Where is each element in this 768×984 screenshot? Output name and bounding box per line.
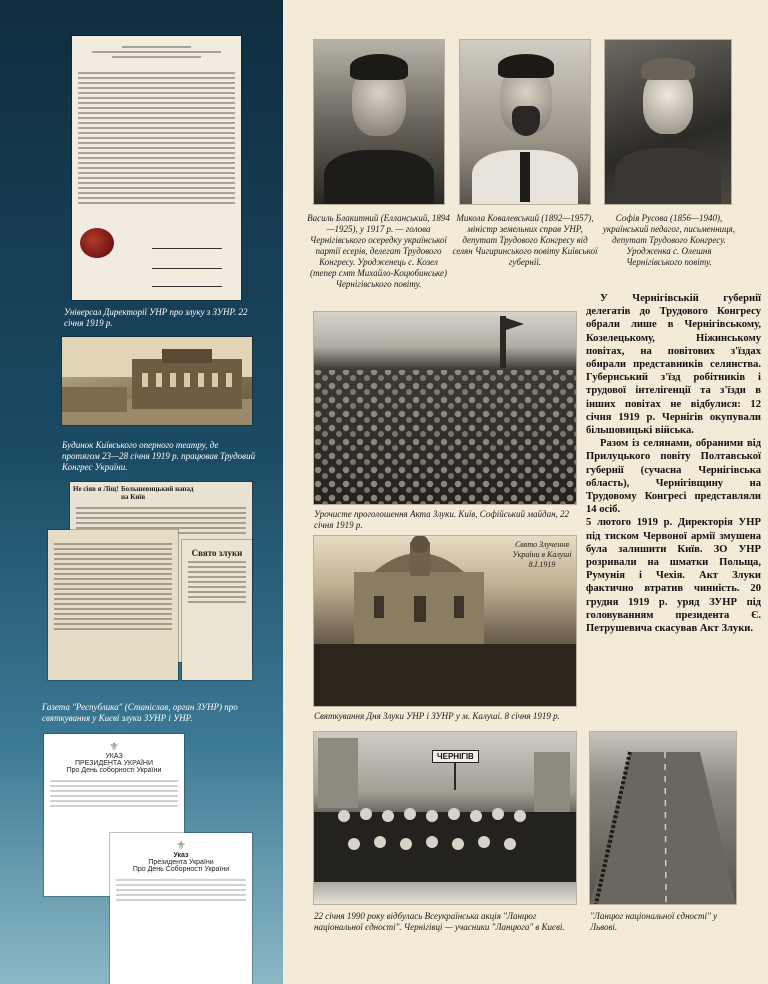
proclamation-caption: Урочисте проголошення Акта Злуки. Київ, Софійський майдан, 22 січня 1919 р. xyxy=(314,509,570,530)
lviv-chain-photo xyxy=(590,732,736,904)
body-paragraph-2: Разом із селянами, обраними від Прилуцького повіту Полтавської губернії (сучасна Чернігівська область), Чернігівщину на Трудовому Конгресі представляли 14 осіб. xyxy=(586,438,761,516)
caption-kovalevskyi: Микола Ковалевський (1892—1957), міністр земельних справ УНР, депутат Трудового Конгресу від селян Чигиринського повіту Київської губернії. xyxy=(452,213,598,267)
signature-line xyxy=(152,248,222,249)
road-drawing xyxy=(590,732,736,904)
trident-icon: ⚜ xyxy=(109,741,119,753)
decree-2-title3: Про День Соборності України xyxy=(132,866,230,873)
newspaper-caption: Газета "Республика" (Станіслав, орган ЗУНР) про святкування у Києві злуки ЗУНР і УНР. xyxy=(42,702,238,723)
kalush-inscription: Свято Злучення України в Калуші 8.І.1919 xyxy=(512,540,572,569)
decree-1-title3: Про День соборності України xyxy=(66,767,162,774)
decree-2-title1: Указ xyxy=(173,852,189,859)
decree-2-title2: Президента України xyxy=(148,859,214,866)
kalush-celebration-photo xyxy=(314,536,576,706)
universal-document-image xyxy=(72,36,241,300)
lviv-caption: "Ланцюг національної єдності" у Львові. xyxy=(590,911,718,932)
proclamation-crowd-photo xyxy=(314,312,576,504)
headline-3: Свято злуки xyxy=(191,548,243,558)
crowd-pattern xyxy=(314,312,576,504)
article-body xyxy=(586,292,761,635)
chernihiv-sign: ЧЕРНІГІВ xyxy=(432,750,479,763)
wax-seal-icon xyxy=(80,228,114,258)
caption-rusova: Софія Русова (1856—1940), український педагог, письменниця, депутат Трудового Конгресу. Уродженка с. Олешня Чернігівського повіту. xyxy=(602,213,736,267)
opera-house-drawing xyxy=(62,337,252,425)
portrait-blakytnyi xyxy=(314,40,444,204)
decree-1-title2: ПРЕЗИДЕНТА УКРАЇНИ xyxy=(74,760,154,767)
opera-house-photo xyxy=(62,337,252,425)
kalush-caption: Святкування Дня Злуки УНР і ЗУНР у м. Калуші. 8 січня 1919 р. xyxy=(314,711,560,721)
chain-chernihiv-photo xyxy=(314,732,576,904)
opera-caption: Будинок Київського оперного театру, де протягом 23—28 січня 1919 р. працював Трудовий Конгрес України. xyxy=(62,440,256,472)
headline-1: Не сіяв я Ліщ! xyxy=(73,485,119,493)
trident-icon: ⚜ xyxy=(176,840,186,852)
signature-line xyxy=(152,286,222,287)
decree-2-document xyxy=(110,833,252,984)
body-paragraph-1: У Чернігівській губернії делегатів до Трудового Конгресу обрали лише в Чернігівському, Козелецькому, Ніжинському повітах, на повітових з'їздах обирали представників селянства. Губернський з'їзд робітників і трудової інтелігенції та з'їзди в інших повітах не відбулися: 12 січня 1919 р. Чернігів окупували більшовицькі війська. xyxy=(586,293,761,437)
headline-2: Большевицький напад на Київ xyxy=(121,485,194,501)
chain-caption: 22 січня 1990 року відбулась Всеукраїнська акція "Ланцюг національної єдності". Чернігівці — учасники "Ланцюга" в Києві. xyxy=(314,911,565,932)
portrait-rusova xyxy=(605,40,731,204)
newspaper-clipping-front xyxy=(48,530,178,680)
caption-blakytnyi: Василь Блакитний (Елланський, 1894—1925), у 1917 р. — голова Чернігівського осередку української партії есерів, делегат Трудового Конгресу. Уродженець с. Козел (тепер смт Михайло-Коцюбинське) Чернігівського повіту. xyxy=(307,213,450,289)
universal-caption: Універсал Директорії УНР про злуку з ЗУНР. 22 січня 1919 р. xyxy=(64,307,248,328)
signature-line xyxy=(152,268,222,269)
body-paragraph-3: 5 лютого 1919 р. Директорія УНР під тиском Червоної армії змушена була залишити Київ. ЗО УНР розривали на шматки Польща, Румунія і Чехія. Акт Злуки фактично втратив чинність. 20 грудня 1919 р. уряд ЗУНР під головуванням президента Є. Петрушевича скасував Акт Злуки. xyxy=(586,517,761,635)
portrait-kovalevskyi xyxy=(460,40,590,204)
decree-1-title1: УКАЗ xyxy=(105,753,123,760)
newspaper-svyato-zluky xyxy=(182,540,252,680)
